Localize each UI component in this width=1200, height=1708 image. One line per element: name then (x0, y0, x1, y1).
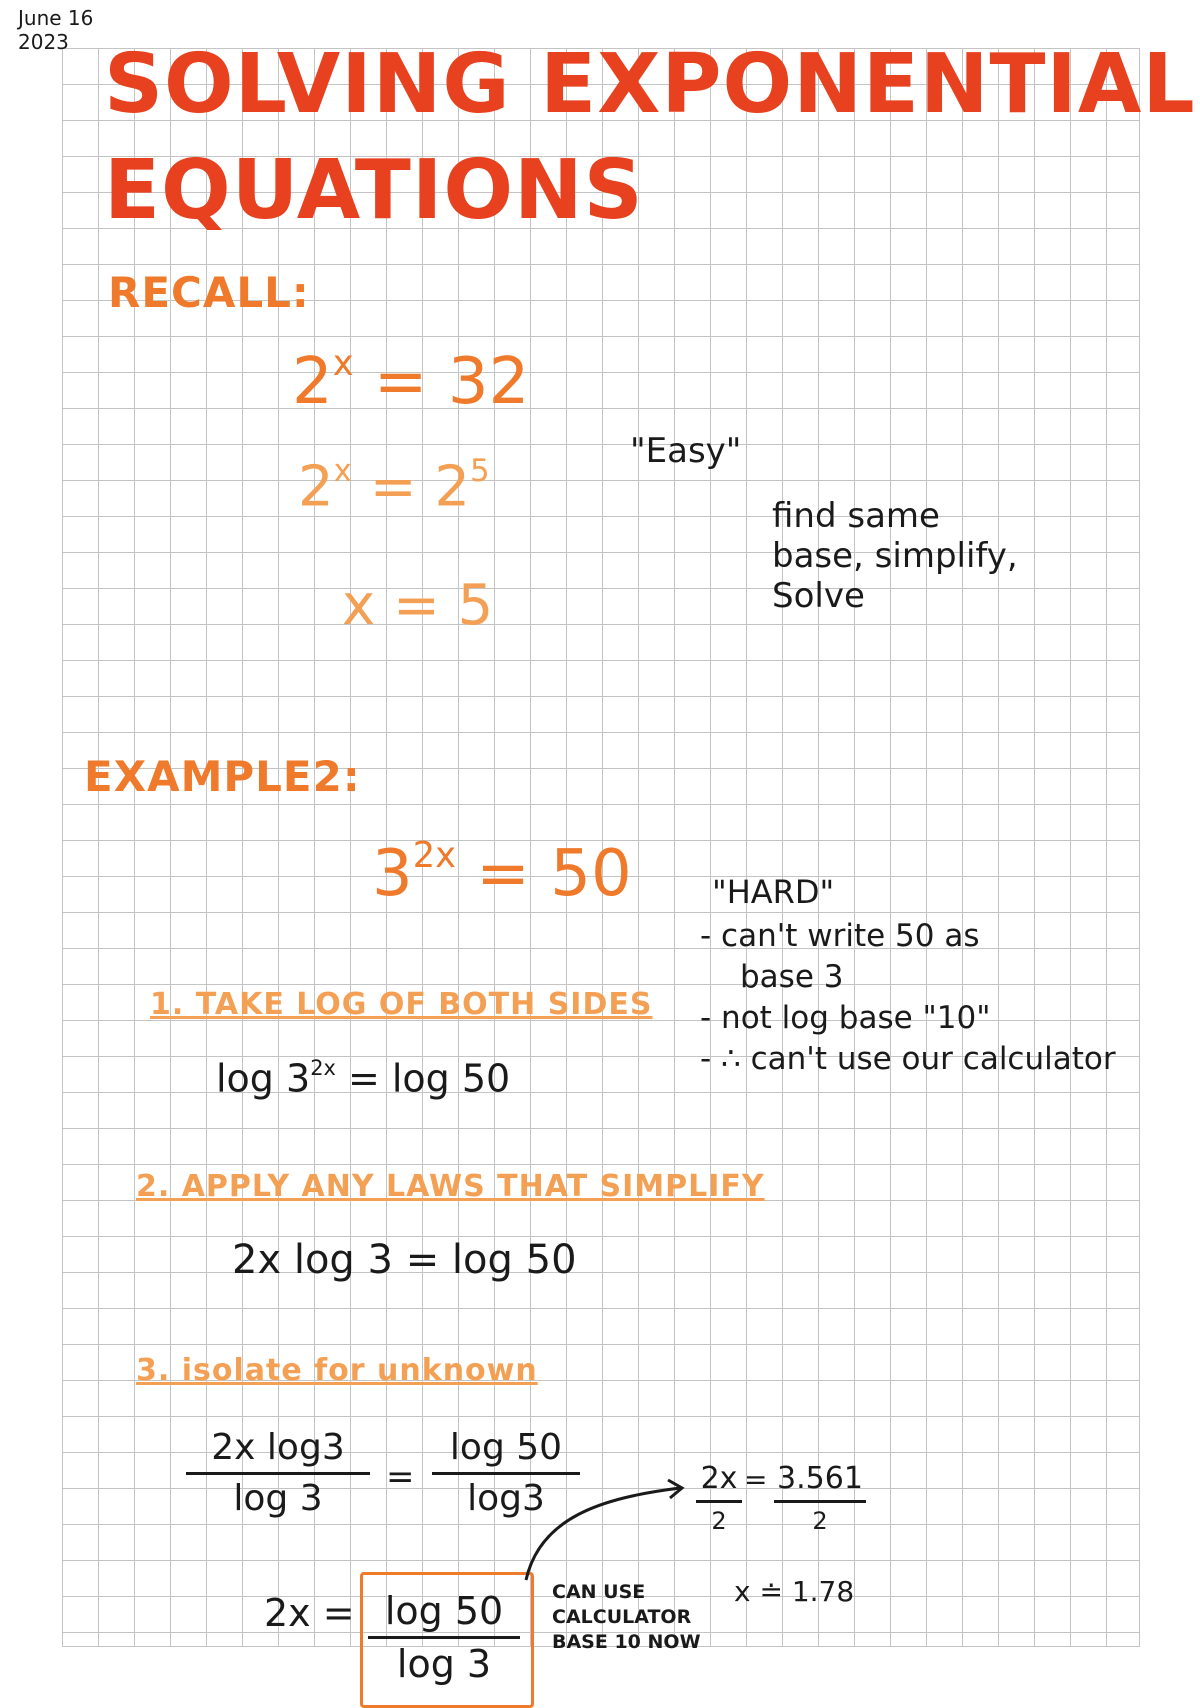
final-answer: x ≐ 1.78 (734, 1575, 855, 1608)
step1-equation: $\log 3^{2x} = \log 50$ (216, 1056, 511, 1101)
step1-label: 1. TAKE LOG OF BOTH SIDES (150, 987, 653, 1022)
step3-equals: = (386, 1457, 415, 1497)
calculator-note: CAN USE CALCULATOR BASE 10 NOW (552, 1581, 701, 1653)
recall-equation-3: x = 5 (342, 573, 494, 638)
example-equation: $3^{2x} = 50$ (372, 835, 632, 912)
date-line2: 2023 (18, 30, 69, 54)
step3-fraction-right: log 50 log3 (432, 1430, 580, 1517)
side-equals: = (744, 1463, 768, 1496)
recall-note: find same base, simplify, Solve (772, 496, 1018, 616)
step3-boxed-fraction: log 50 log 3 (368, 1592, 520, 1683)
hard-tag: "HARD" (712, 873, 835, 911)
arrow-icon (520, 1468, 690, 1588)
step3-lhs: 2x = (264, 1591, 355, 1635)
page-title-line1: SOLVING EXPONENTIAL (104, 37, 1196, 132)
step2-label: 2. APPLY ANY LAWS THAT SIMPLIFY (136, 1169, 765, 1204)
page-title-line2: EQUATIONS (104, 143, 644, 238)
side-fraction-left: 2x 2 (696, 1464, 742, 1533)
recall-equation-2: $2^x = 2^5$ (298, 453, 490, 520)
step3-fraction-left: 2x log3 log 3 (186, 1430, 370, 1517)
recall-equation-1: 2$^x$ = 32 (292, 343, 530, 420)
easy-tag: "Easy" (630, 431, 742, 471)
side-fraction-right: 3.561 2 (774, 1464, 866, 1533)
step3-label: 3. isolate for unknown (136, 1353, 538, 1388)
date (18, 6, 93, 54)
step2-equation: 2x log 3 = log 50 (232, 1237, 577, 1283)
date-line1: June 16 (18, 6, 94, 30)
hard-notes: - can't write 50 as base 3 - not log base "10" - ∴ can't use our calculator (700, 918, 1116, 1077)
recall-heading: RECALL: (108, 268, 310, 317)
example-heading: EXAMPLE2: (84, 752, 361, 801)
